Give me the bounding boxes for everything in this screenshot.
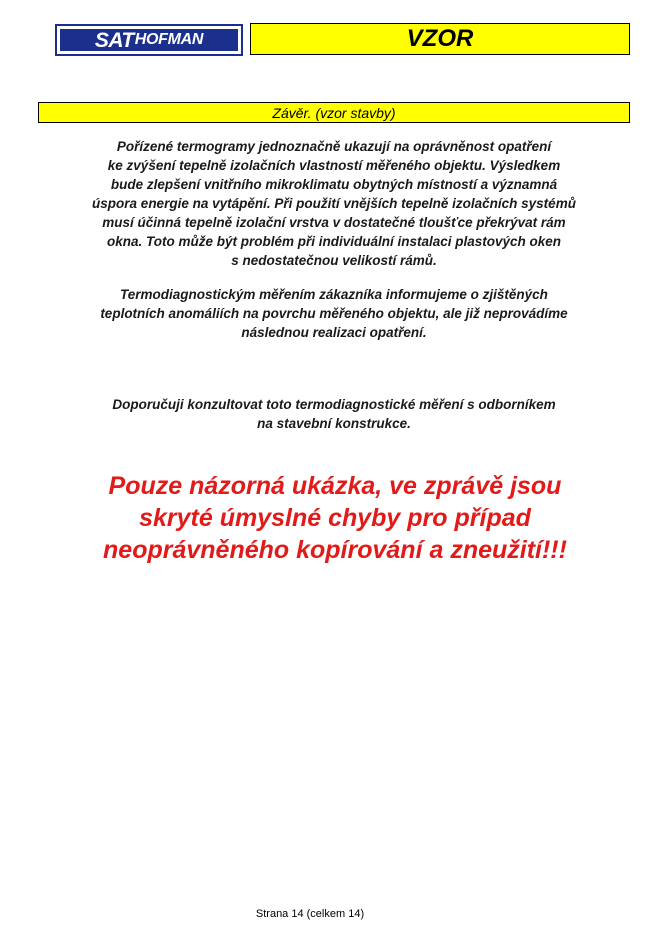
paragraph-line: ke zvýšení tepelně izolačních vlastností měřeného objektu. Výsledkem <box>107 158 561 173</box>
paragraph-line: bude zlepšení vnitřního mikroklimatu obytných místností a významná <box>110 177 558 192</box>
paragraph-line: okna. Toto může být problém při individuální instalaci plastových oken <box>106 234 562 249</box>
sample-warning-notice <box>20 470 650 566</box>
paragraph-line: Doporučuji konzultovat toto termodiagnostické měření s odborníkem <box>112 397 556 412</box>
company-logo-plate <box>60 29 238 51</box>
paragraph-line: úspora energie na vytápění. Při použití vnějších tepelně izolačních systémů <box>92 196 576 211</box>
company-logo <box>55 24 243 56</box>
conclusion-paragraph-2 <box>38 285 630 342</box>
warning-line: Pouze názorná ukázka, ve zprávě jsou <box>108 472 562 500</box>
page-number: Strana 14 (celkem 14) <box>255 908 365 920</box>
vzor-label: VZOR <box>406 25 474 52</box>
logo-text-hofman: HOFMAN <box>134 31 204 48</box>
warning-line: skryté úmyslné chyby pro případ <box>139 504 531 532</box>
conclusion-paragraph-1 <box>38 137 630 270</box>
paragraph-line: s nedostatečnou velikostí rámů. <box>231 253 437 268</box>
page-number-footer <box>0 908 620 920</box>
paragraph-line: na stavební konstrukce. <box>257 416 411 431</box>
paragraph-line: následnou realizaci opatření. <box>241 325 427 340</box>
section-title: Závěr. (vzor stavby) <box>272 104 396 121</box>
paragraph-line: Termodiagnostickým měřením zákazníka informujeme o zjištěných <box>120 287 548 302</box>
warning-line: neoprávněného kopírování a zneužití!!! <box>103 536 567 564</box>
section-title-bar <box>38 102 630 123</box>
paragraph-line: Pořízené termogramy jednoznačně ukazují na oprávněnost opatření <box>116 139 552 154</box>
document-type-banner <box>250 23 630 55</box>
paragraph-line: teplotních anomáliích na povrchu měřeného objektu, ale již neprovádíme <box>100 306 568 321</box>
logo-text-sat: SAT <box>94 29 134 51</box>
paragraph-line: musí účinná tepelně izolační vrstva v dostatečné tloušťce překrývat rám <box>102 215 566 230</box>
conclusion-paragraph-3 <box>38 395 630 433</box>
